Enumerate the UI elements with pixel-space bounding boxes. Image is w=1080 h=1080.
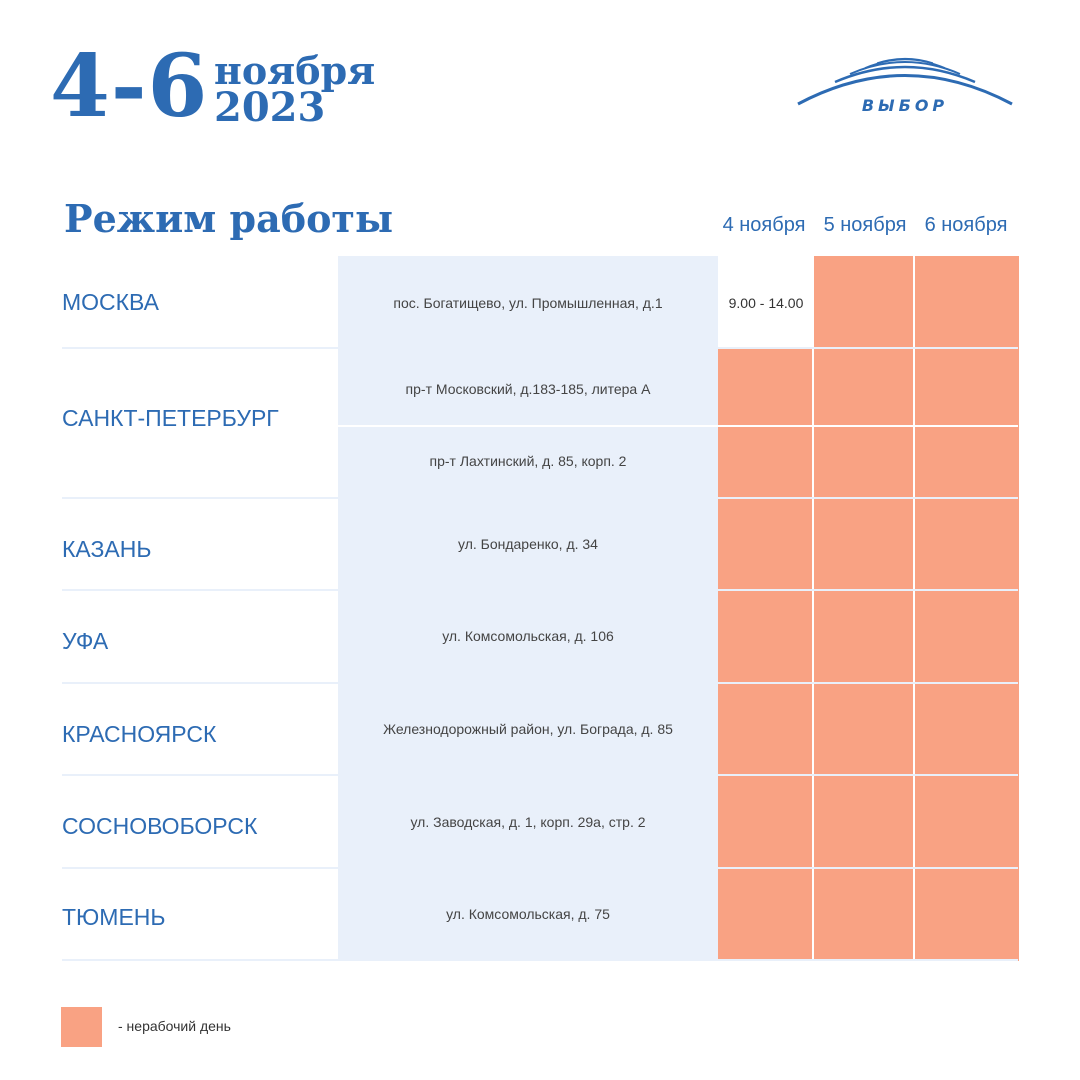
column-divider <box>812 256 814 961</box>
city-name: ТЮМЕНЬ <box>62 904 166 930</box>
row-divider <box>338 425 1018 427</box>
city-name: УФА <box>62 628 109 654</box>
address-column <box>338 256 718 961</box>
city-name: САНКТ-ПЕТЕРБУРГ <box>62 405 279 431</box>
page-title: Режим работы <box>64 196 394 241</box>
city-name: КРАСНОЯРСК <box>62 721 217 747</box>
row-divider <box>62 959 1018 961</box>
date-month: ноября <box>214 48 376 93</box>
address-text: ул. Бондаренко, д. 34 <box>458 536 598 552</box>
city-name: КАЗАНЬ <box>62 536 152 562</box>
cells-closed-days <box>718 348 1019 961</box>
row-divider <box>62 589 1018 591</box>
date-year: 2023 <box>214 84 326 131</box>
city-name: СОСНОВОБОРСК <box>62 813 258 839</box>
row-divider <box>62 497 1018 499</box>
date-range: 4-6 <box>50 36 209 137</box>
city-name: МОСКВА <box>62 289 159 315</box>
address-text: ул. Комсомольская, д. 106 <box>442 628 614 644</box>
address-text: ул. Заводская, д. 1, корп. 29а, стр. 2 <box>410 814 646 830</box>
day-header-2: 5 ноября <box>823 214 907 236</box>
day-header-3: 6 ноября <box>924 214 1008 236</box>
legend-text: - нерабочий день <box>118 1018 231 1034</box>
address-text: пр-т Московский, д.183-185, литера А <box>405 381 651 397</box>
brand-logo <box>795 52 1015 122</box>
address-text: Железнодорожный район, ул. Бограда, д. 85 <box>383 721 673 737</box>
row-divider <box>62 347 1018 349</box>
row-divider <box>62 774 1018 776</box>
row-divider <box>62 682 1018 684</box>
address-text: ул. Комсомольская, д. 75 <box>446 906 610 922</box>
day-header-1: 4 ноября <box>722 214 806 236</box>
logo-text: ВЫБОР <box>861 96 949 115</box>
cells-moscow-day2-3 <box>814 256 1019 348</box>
column-divider <box>913 256 915 961</box>
row-divider <box>62 867 1018 869</box>
address-text: пос. Богатищево, ул. Промышленная, д.1 <box>393 295 663 311</box>
hours-moscow-day1: 9.00 - 14.00 <box>728 295 804 311</box>
address-text: пр-т Лахтинский, д. 85, корп. 2 <box>429 453 627 469</box>
legend-swatch <box>61 1007 102 1047</box>
